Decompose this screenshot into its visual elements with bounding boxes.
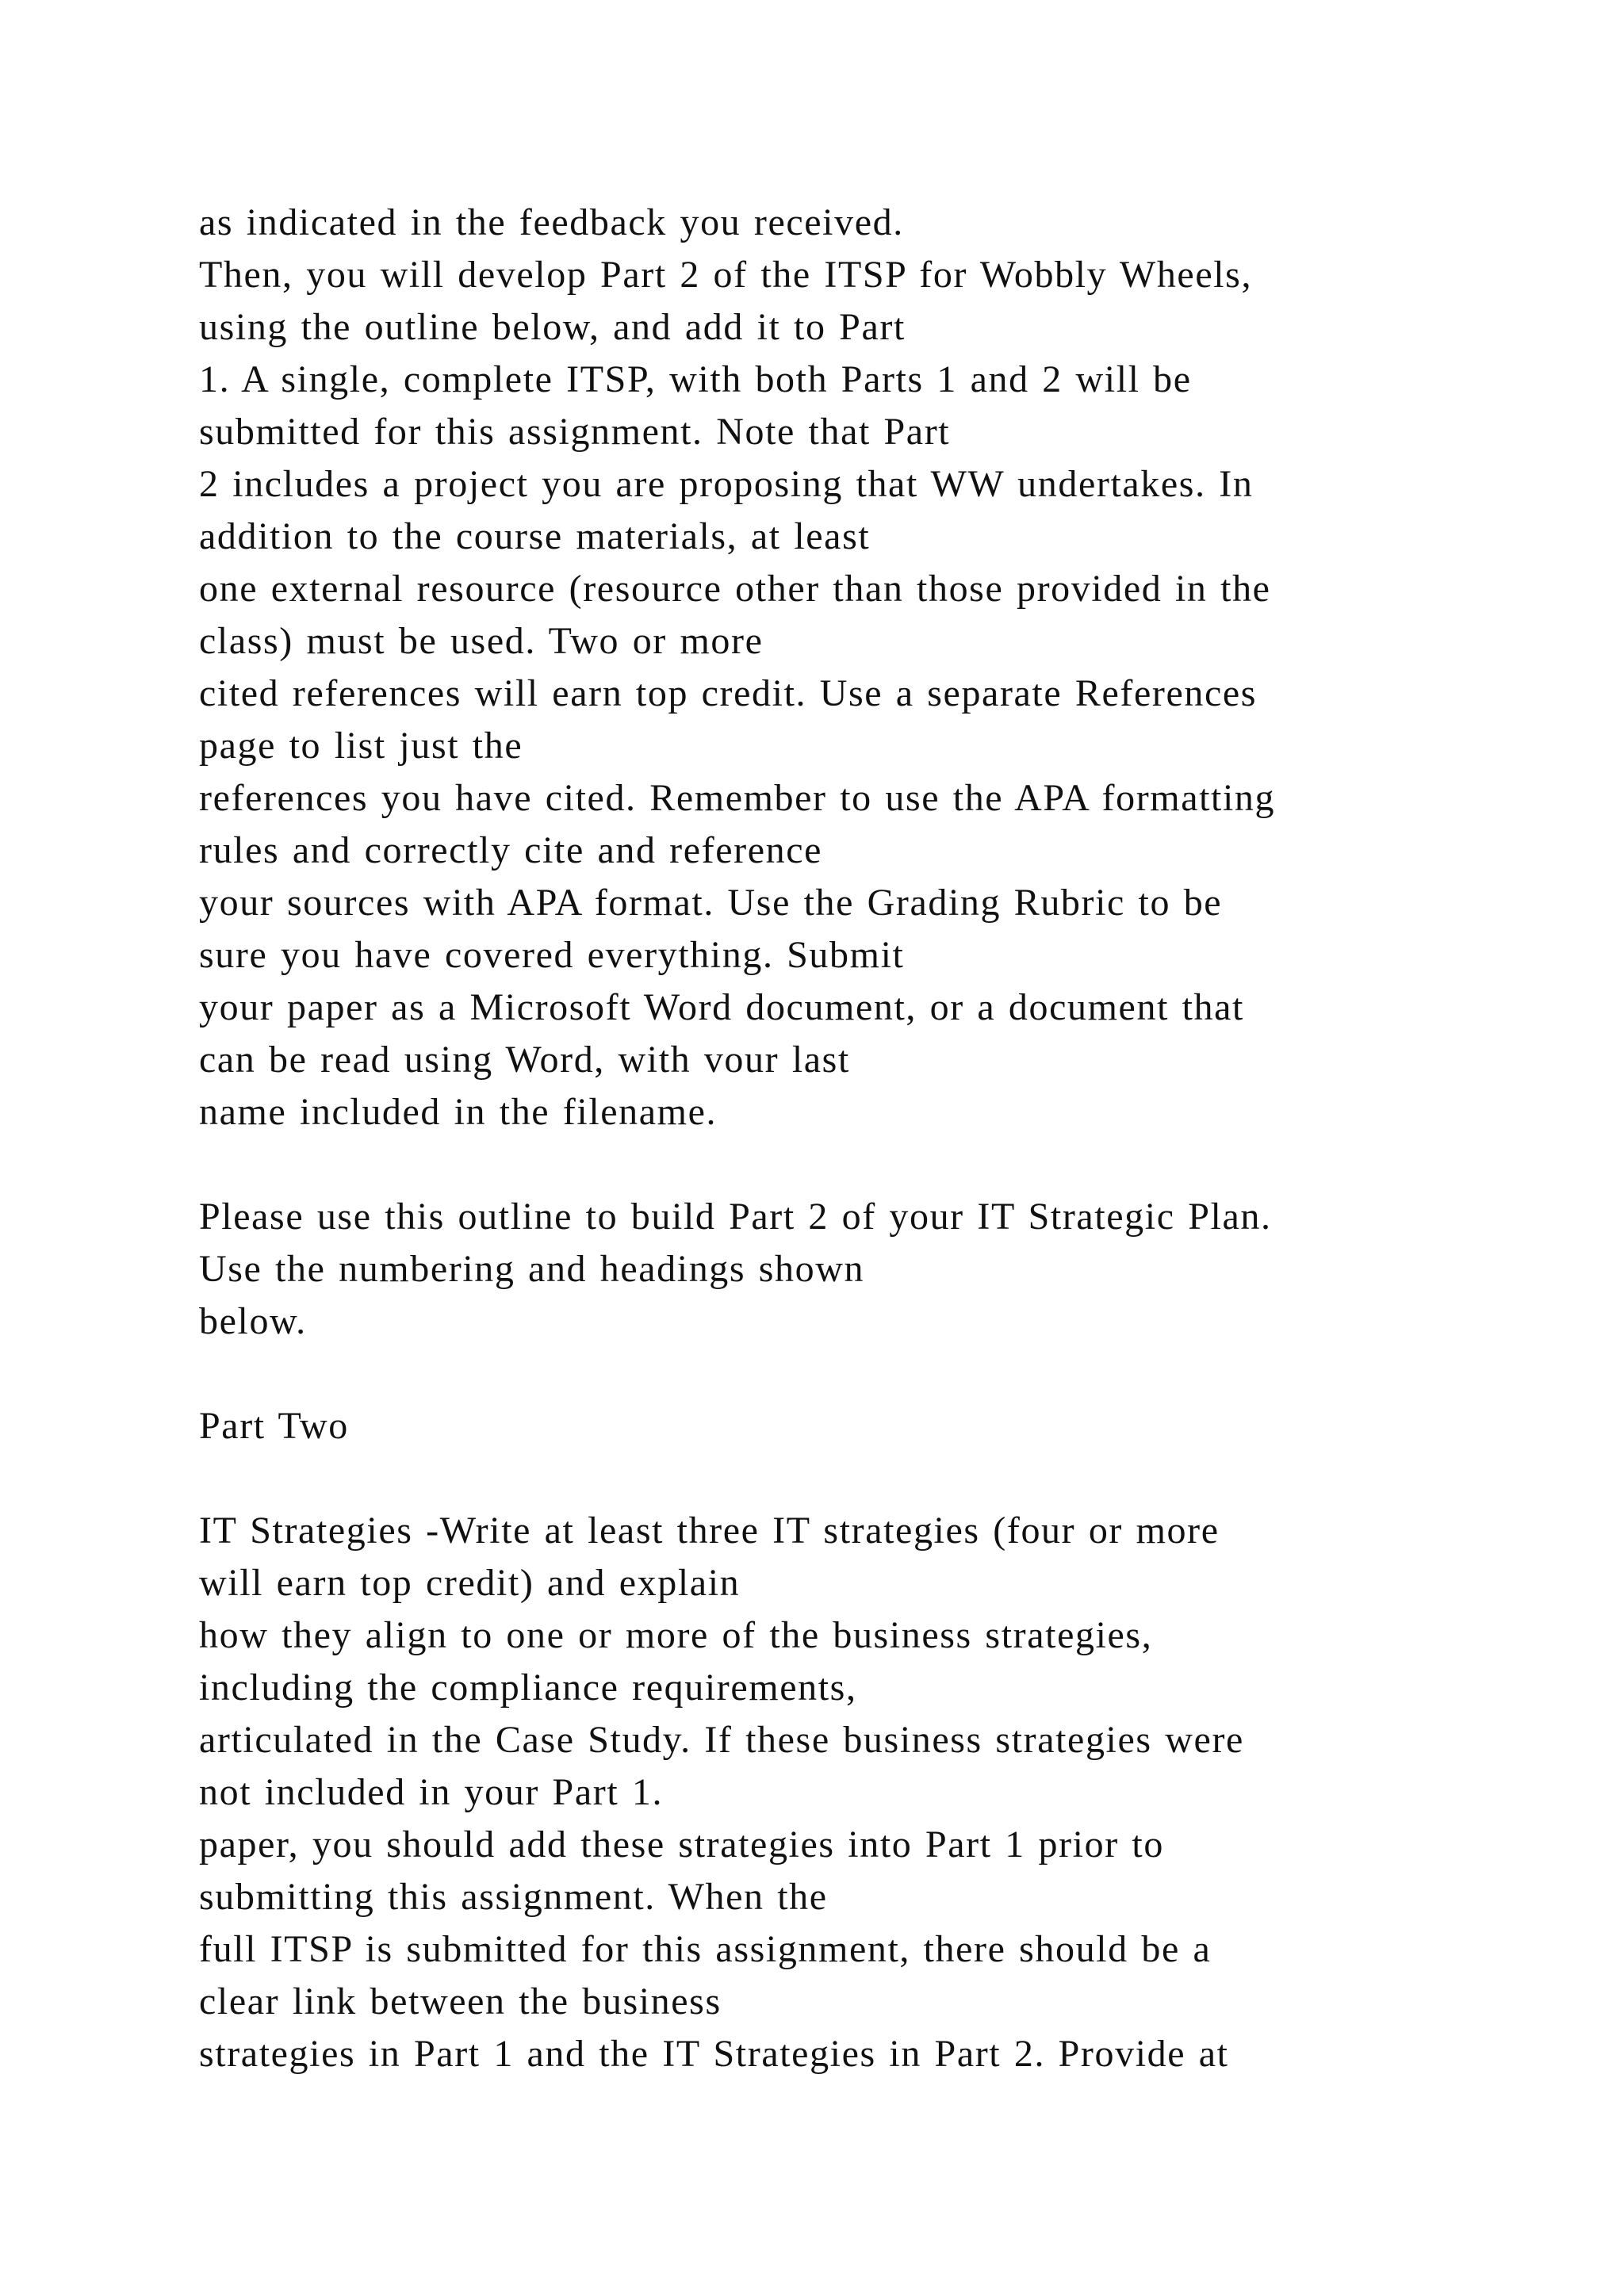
- text-line: full ITSP is submitted for this assignment, there should be a: [199, 1928, 1212, 1970]
- text-line: one external resource (resource other than those provided in the: [199, 568, 1271, 610]
- document-body-text: [199, 197, 1547, 2080]
- text-line: page to list just the: [199, 725, 523, 767]
- text-line: references you have cited. Remember to use the APA formatting: [199, 777, 1276, 819]
- text-line: name included in the filename.: [199, 1091, 718, 1133]
- text-line: 1. A single, complete ITSP, with both Parts 1 and 2 will be: [199, 358, 1192, 400]
- text-line: cited references will earn top credit. Use a separate References: [199, 672, 1258, 714]
- text-line: your sources with APA format. Use the Grading Rubric to be: [199, 882, 1223, 924]
- text-line: Please use this outline to build Part 2 of your IT Strategic Plan.: [199, 1196, 1272, 1238]
- text-line: Then, you will develop Part 2 of the ITSP for Wobbly Wheels,: [199, 254, 1253, 296]
- text-line: can be read using Word, with vour last: [199, 1039, 850, 1081]
- text-line: articulated in the Case Study. If these business strategies were: [199, 1719, 1244, 1761]
- text-line: not included in your Part 1.: [199, 1771, 664, 1813]
- text-line: clear link between the business: [199, 1980, 722, 2022]
- text-line: as indicated in the feedback you received.: [199, 201, 904, 243]
- text-line: will earn top credit) and explain: [199, 1562, 741, 1604]
- text-line: your paper as a Microsoft Word document, or a document that: [199, 986, 1244, 1028]
- text-line: submitting this assignment. When the: [199, 1876, 828, 1918]
- text-line: including the compliance requirements,: [199, 1667, 857, 1709]
- text-line: how they align to one or more of the business strategies,: [199, 1614, 1153, 1656]
- text-line: 2 includes a project you are proposing that WW undertakes. In: [199, 463, 1254, 505]
- text-line: IT Strategies -Write at least three IT strategies (four or more: [199, 1510, 1220, 1552]
- section-heading: Part Two: [199, 1405, 349, 1447]
- text-line: rules and correctly cite and reference: [199, 829, 823, 871]
- blank-line: [199, 1452, 1547, 1505]
- text-line: below.: [199, 1300, 307, 1342]
- text-line: strategies in Part 1 and the IT Strategies in Part 2. Provide at: [199, 2033, 1229, 2075]
- text-line: addition to the course materials, at least: [199, 515, 871, 557]
- text-line: submitted for this assignment. Note that Part: [199, 411, 951, 453]
- text-line: paper, you should add these strategies into Part 1 prior to: [199, 1823, 1164, 1866]
- text-line: sure you have covered everything. Submit: [199, 934, 905, 976]
- blank-line: [199, 1138, 1547, 1191]
- blank-line: [199, 1348, 1547, 1400]
- text-line: Use the numbering and headings shown: [199, 1248, 865, 1290]
- text-line: class) must be used. Two or more: [199, 620, 764, 662]
- text-line: using the outline below, and add it to Part: [199, 306, 906, 348]
